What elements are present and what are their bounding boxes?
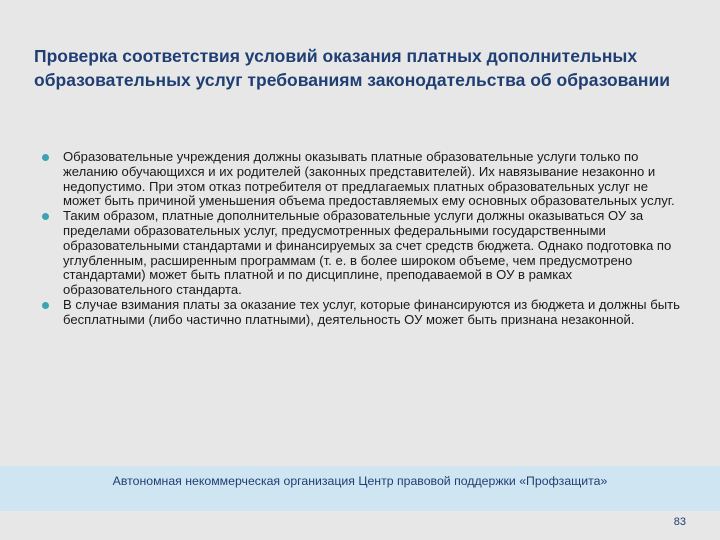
bullet-list [40, 150, 680, 328]
bullet-dot-icon [42, 213, 49, 220]
bullet-text: Таким образом, платные дополнительные образовательные услуги должны оказываться ОУ за пределами образовательных услуг, предусмотренных федеральными государственными образовательными стандартами и финансируемых за счет средств бюджета. Однако подготовка по углубленным, расширенным программам (т. е. в более широком объеме, чем предусмотрено стандартами) может быть платной и по дисциплине, преподаваемой в ОУ в рамках образовательного стандарта. [63, 208, 672, 298]
bullet-dot-icon [42, 154, 49, 161]
bullet-item [40, 150, 680, 209]
footer-text: Автономная некоммерческая организация Центр правовой поддержки «Профзащита» [112, 474, 608, 488]
slide-title: Проверка соответствия условий оказания платных дополнительных образовательных услуг требованиям законодательства об образовании [34, 46, 670, 90]
bullet-text: Образовательные учреждения должны оказывать платные образовательные услуги только по желанию обучающихся и их родителей (законных представителей). Их навязывание незаконно и недопустимо. При этом отказ потребителя от предлагаемых платных образовательных услуг не может быть причиной уменьшения объема предоставляемых ему основных образовательных услуг. [63, 149, 675, 209]
bullet-item [40, 298, 680, 328]
footer-band [0, 466, 720, 511]
page-number: 83 [673, 516, 686, 528]
bullet-item [40, 209, 680, 298]
bullet-dot-icon [42, 302, 49, 309]
bullet-text: В случае взимания платы за оказание тех услуг, которые финансируются из бюджета и должны быть бесплатными (либо частично платными), деятельность ОУ может быть признана незаконной. [63, 296, 680, 327]
